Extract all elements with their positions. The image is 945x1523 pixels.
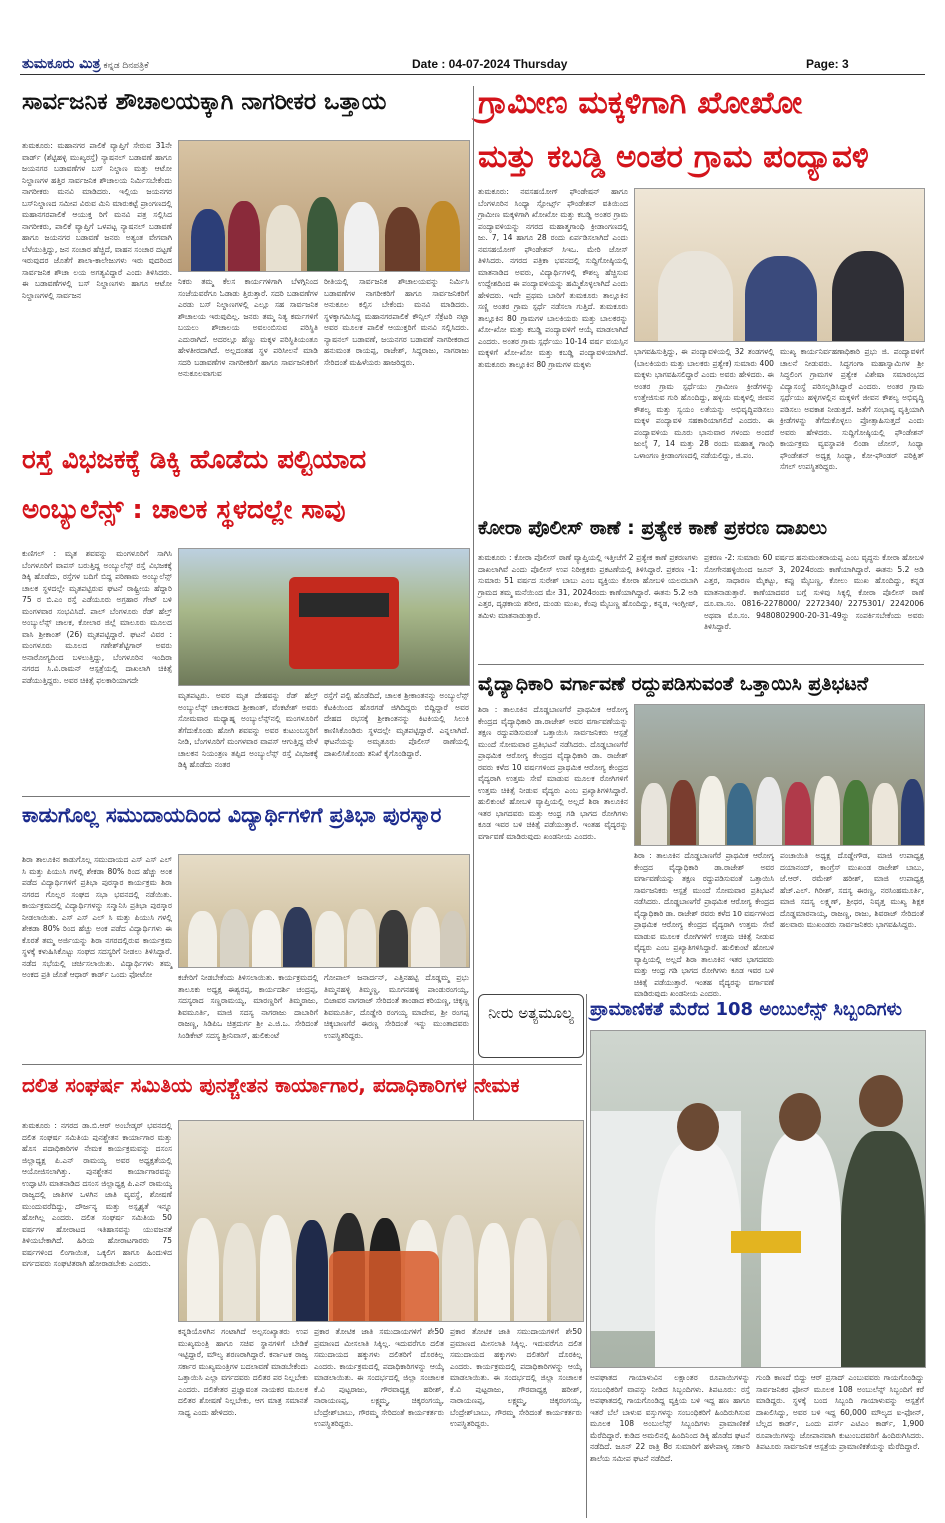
logo-subtitle: ಕನ್ನಡ ದಿನಪತ್ರಿಕೆ bbox=[103, 61, 149, 71]
kora-headline: ಕೋರಾ ಪೊಲೀಸ್ ಠಾಣೆ : ಪ್ರತ್ಯೇಕ ಕಾಣೆ ಪ್ರಕರಣ ದಾಖಲು bbox=[478, 517, 828, 539]
medics-body-col1: ಅಪಘಾತದ ಗಾಯಾಳುವಿನ ಲಕ್ಷಾಂತರ ರೂಪಾಯಿಗಳನ್ನು ಸಂಬಂಧಿಕರಿಗೆ ವಾಪಸ್ಸು ನೀಡಿದ ಸಿಬ್ಬಂದಿಗಳು. ತಿಪಟೂರು: ರಸ್ತೆ ಅಪಘಾತದಲ್ಲಿ ಗಾಯಗೊಂಡಿದ್ದ ವ್ಯಕ್ತಿಯ ಬಳಿ ಇದ್ದ ಹಣ ಹಾಗೂ ಇತರೆ ಬೆಲೆ ಬಾಳುವ ವಸ್ತುಗಳನ್ನು ಸಂಬಂಧಿಕರಿಗೆ ಹಿಂದಿರುಗಿಸುವ ಮೂಲಕ 108 ಅಂಬುಲೆನ್ಸ್ ಸಿಬ್ಬಂದಿಗಳು ಪ್ರಾಮಾಣಿಕತೆ ಮೆರೆದಿದ್ದಾರೆ. ಕುಡಿದ ಅಮಲಿನಲ್ಲಿ ಹಿಂದಿನಿಂದ ಡಿಕ್ಕಿ ಹೊಡೆದ ಘಟನೆ ನಡೆದಿದೆ. ಜೂನ್ 22 ರಾತ್ರಿ 8ರ ಸುಮಾರಿಗೆ ಹಳೇಪಾಳ್ಯ ಸರ್ಕಾರಿ ಶಾಲೆಯ ಸಮೀಪ ಘಟನೆ ನಡೆದಿದೆ. bbox=[590, 1373, 750, 1463]
masthead-divider bbox=[20, 74, 925, 75]
ambulance-headline-line2: ಅಂಬ್ಯುಲೆನ್ಸ್ : ಚಾಲಕ ಸ್ಥಳದಲ್ಲೇ ಸಾವು bbox=[22, 495, 346, 525]
kadugolla-photo bbox=[178, 854, 470, 968]
toilet-headline: ಸಾರ್ವಜನಿಕ ಶೌಚಾಲಯಕ್ಕಾಗಿ ನಾಗರೀಕರ ಒತ್ತಾಯ bbox=[22, 89, 387, 115]
ambulance-body-col2: ಮೃತಪಟ್ಟರು. ಅವರ ಮೃತ ದೇಹವನ್ನು ರೆಡ್ ಹೆಲ್ತ್ ಅಂಬ್ಯುಲೆನ್ಸ್ ಚಾಲಕರಾದ ಶ್ರೀಕಾಂತ್, ವೆಂಕಟೇಶ್ ಅವರು ಸೋಮವಾರ ಮಧ್ಯಾಹ್ನ ಅಂಬ್ಯುಲೆನ್ಸ್‌ನಲ್ಲಿ ಮಂಗಳೂರಿಗೆ ತೆಗೆದುಕೊಂಡು ಹೋಗಿ ಶವವನ್ನು ಅವರ ಕುಟುಂಬಸ್ಥರಿಗೆ ನೀಡಿ, ಬೆಂಗಳೂರಿಗೆ ಮಂಗಳವಾರ ವಾಪಸ್ ಆಗುತ್ತಿದ್ದ ವೇಳೆ ಚಾಲಕನ ನಿಯಂತ್ರಣ ತಪ್ಪಿದ ಅಂಬ್ಯುಲೆನ್ಸ್ ರಸ್ತೆ ವಿಭಜಕಕ್ಕೆ ಡಿಕ್ಕಿ ಹೊಡೆದು ನಂತರ bbox=[178, 691, 318, 769]
column-divider bbox=[473, 86, 474, 1136]
kho-headline-line2: ಮತ್ತು ಕಬಡ್ಡಿ ಅಂತರ ಗ್ರಾಮ ಪಂದ್ಯಾವಳಿ bbox=[478, 139, 869, 175]
kadugolla-headline: ಕಾಡುಗೊಲ್ಲ ಸಮುದಾಯದಿಂದ ವಿದ್ಯಾರ್ಥಿಗಳಿಗೆ ಪ್ರತಿಭಾ ಪುರಸ್ಕಾರ bbox=[22, 803, 442, 827]
section-divider-left bbox=[22, 796, 470, 797]
dalit-body-col1: ತುಮಕೂರು : ನಗರದ ಡಾ.ಬಿ.ಆರ್ ಅಂಬೇಡ್ಕರ್ ಭವನದಲ್ಲಿ ದಲಿತ ಸಂಘರ್ಷ ಸಮಿತಿಯ ಪುನಶ್ಚೇತನ ಕಾರ್ಯಾಗಾರ ಮತ್ತು ಹೊಸ ಪದಾಧಿಕಾರಿಗಳ ನೇಮಕ ಕಾರ್ಯಕ್ರಮವನ್ನು ದಸಂಸ ಜಿಲ್ಲಾಧ್ಯಕ್ಷ ಪಿ.ಎನ್ ರಾಮಯ್ಯ ಅವರ ಅಧ್ಯಕ್ಷತೆಯಲ್ಲಿ ಆಯೋಜಿಸಲಾಗಿತ್ತು. ಪುನಶ್ಚೇತನ ಕಾರ್ಯಾಗಾರವನ್ನು ಉದ್ಘಾಟಿಸಿ ಮಾತನಾಡಿದ ದಸಂಸ ಜಿಲ್ಲಾಧ್ಯಕ್ಷ ಪಿ.ಎನ್ ರಾಮಯ್ಯ ರಾಜ್ಯದಲ್ಲಿ ಜಾತಿಗಳ ಒಳಗಿನ ಜಾತಿ ವ್ಯವಸ್ಥೆ, ಶೋಷಣೆ ಮುಂದುವರೆದಿದ್ದು, ದೌರ್ಜನ್ಯ ಮತ್ತು ಅಸ್ಪೃಶ್ಯತೆ ಇನ್ನೂ ಹೋಗಿಲ್ಲ ಎಂದರು. ದಲಿತ ಸಂಘರ್ಷ ಸಮಿತಿಯ 50 ವರ್ಷಗಳ ಹೋರಾಟದ ಇತಿಹಾಸವನ್ನು ಯುವಜನತೆ ತಿಳಿಯಬೇಕಾಗಿದೆ. ಹಿರಿಯ ಹೋರಾಟಗಾರರು 75 ವರ್ಷಗಳಿಂದ ಲಿಂಗಾಯಿತ, ಒಕ್ಕಲಿಗ ಹಾಗೂ ಹಿಂದುಳಿದ ವರ್ಗದವರು ಸಂಘಟಿತರಾಗಿ ಹೋರಾಡಬೇಕು ಎಂದರು. bbox=[22, 1121, 172, 1268]
ambulance-body-col3: ರಸ್ತೆಗೆ ಪಲ್ಟಿ ಹೊಡೆದಿದೆ, ಚಾಲಕ ಶ್ರೀಕಾಂತನನ್ನು ಅಂಬ್ಯುಲೆನ್ಸ್ ಕೆಟಕಿಯಿಂದ ಹೊರಗಡೆ ಜಿಗಿದಿದ್ದರು ಬಿದ್ದಿದ್ದಾರೆ ಅವರ ದೇಹದ ರಭಸಕ್ಕೆ ಶ್ರೀಕಾಂತನನ್ನು ಕಿಟಕಿಯಲ್ಲಿ ಸಿಲುಕಿ ಕಾಣಿಸಿಕೊಂಡಿರು ಸ್ಥಳದಲ್ಲೇ ಮೃತಪಟ್ಟಿದ್ದಾರೆ. ಎನ್ನಲಾಗಿದೆ. ಘಟನೆಯನ್ನು ಅಮೃತೂರು ಪೊಲೀಸ್ ಠಾಣೆಯಲ್ಲಿ ದಾಖಲಿಸಿಕೊಂಡು ತನಿಖೆ ಕೈಗೊಂಡಿದ್ದಾರೆ. bbox=[324, 691, 469, 758]
kadugolla-body-col1: ಶಿರಾ ತಾಲೂಕಿನ ಕಾಡುಗೊಲ್ಲ ಸಮುದಾಯದ ಎಸ್ ಎಸ್ ಎಲ್ ಸಿ ಮತ್ತು ಪಿಯುಸಿ ಗಳಲ್ಲಿ ಶೇಕಡಾ 80% ರಿಂದ ಹೆಚ್ಚು ಅಂಕ ಪಡೆದ ವಿದ್ಯಾರ್ಥಿಗಳಿಗೆ ಪ್ರತಿಭಾ ಪುರಸ್ಕಾರ ಕಾರ್ಯಕ್ರಮ ಶಿರಾ ನಗರದ ಗೊಲ್ಲರ ಸಂಘದ ಸಭಾ ಭವನದಲ್ಲಿ ನಡೆಯಿತು. ಕಾರ್ಯಕ್ರಮದಲ್ಲಿ ವಿದ್ಯಾರ್ಥಿಗಳನ್ನು ಸನ್ಮಾನಿಸಿ ಪ್ರತಿಭಾ ಪುರಸ್ಕಾರ ನೀಡಲಾಯಿತು. ಎಸ್ ಎಸ್ ಎಲ್ ಸಿ ಮತ್ತು ಪಿಯುಸಿ ಗಳಲ್ಲಿ ಶೇಕಡಾ 80% ರಿಂದ ಹೆಚ್ಚು ಅಂಕ ಪಡೆದ ವಿದ್ಯಾರ್ಥಿಗಳು ಈ ಕೊರತೆ ತಮ್ಮ ಅರ್ಜಿಯನ್ನು ಶಿರಾ ನಗರದಲ್ಲಿರುವ ಕಾರ್ಯಕ್ರಮ ಸ್ಥಳಕ್ಕೆ ಕಳುಹಿಸಿಕೊಟ್ಟು ಸಂಘದ ಸದಸ್ಯರಿಗೆ ನೀಡಲು ತಿಳಿಸಿದ್ದಾರೆ. ನಡೆದ ಸಭೆಯಲ್ಲಿ ಚರ್ಚಿಸಲಾಯಿತು. ವಿದ್ಯಾರ್ಥಿಗಳು ತಮ್ಮ ಅಂಕದ ಪ್ರತಿ ಜೊತೆ ಆಧಾರ್ ಕಾರ್ಡ್ ಒಂದು ಫೋಟೋ bbox=[22, 855, 172, 979]
page-number: Page: 3 bbox=[806, 57, 849, 71]
ambulance-photo bbox=[178, 548, 470, 686]
masthead bbox=[0, 0, 945, 78]
vaidya-body-col2: ಪಂಚಾಯಿತಿ ಅಧ್ಯಕ್ಷ ದೊಡ್ಡೇಗೌಡ, ಮಾಜಿ ಉಪಾಧ್ಯಕ್ಷ ದಯಾನಂದ್, ಕಾಂಗ್ರೆಸ್ ಮುಖಂಡ ರಾಜೇಶ್ ಬಾಬು, ಜೆ.ಆರ್. ರಮೇಶ್ ಹರೀಶ್, ಮಾಜಿ ಉಪಾಧ್ಯಕ್ಷ ಹೆಚ್.ಎಲ್. ಗಿರೀಶ್, ಸದಸ್ಯ ಈರಣ್ಣ, ನರಸಿಂಹಮೂರ್ತಿ, ಮಾಜಿ ಸದಸ್ಯ ಲಕ್ಷ್ಮಣ್, ಶ್ರೀಧರ, ನಿವೃತ್ತ ಮುಖ್ಯ ಶಿಕ್ಷಕ ದೊಡ್ಡಮಾರನಾಯ್ಕ, ರಾಜಣ್ಣ, ರಾಜು, ಶಿವರಾಜ್ ಸೇರಿದಂತೆ ಹಲವಾರು ಮುಖಂಡರು ಸಾರ್ವಜನಿಕರು ಭಾಗವಹಿಸಿದ್ದರು. bbox=[780, 851, 924, 929]
kho-body-col2: ಭಾಗವಹಿಸುತ್ತಿದ್ದು, ಈ ಪಂದ್ಯಾವಳಿಯಲ್ಲಿ 32 ತಂಡಗಳಲ್ಲಿ (ಬಾಲಕಿಯರು ಮತ್ತು ಬಾಲಕರು ಪ್ರತ್ಯೇಕ) ಸುಮಾರು 400 ಮಕ್ಕಳು ಭಾಗವಹಿಸಲಿದ್ದಾರೆ ಎಂದು ಅವರು ಹೇಳಿದರು. ಈ ಅಂತರ ಗ್ರಾಮ ಸ್ಪರ್ಧೆಯು ಗ್ರಾಮೀಣ ಕ್ರೀಡೆಗಳನ್ನು ಉತ್ತೇಜಿಸುವ ಗುರಿ ಹೊಂದಿದ್ದು, ಹಳ್ಳಿಯ ಮಕ್ಕಳಲ್ಲಿ ಜೀವನ ಕೌಶಲ್ಯ ಮತ್ತು ಸ್ವಯಂ ಲತೆಯನ್ನು ಅಭಿವೃದ್ಧಿಪಡಿಸಲು ಮಕ್ಕಳ ಪಂದ್ಯಾವಳಿ ಸಹಕಾರಿಯಾಗಲಿದೆ ಎಂದರು. ಈ ಪಂದ್ಯಾವಳಿಯ ಮೂರು ಭಾನುವಾರ ಗಳಂದು ಅಂದರೆ ಜುಲೈ 7, 14 ಮತ್ತು 28 ರಂದು ಮಹಾತ್ಮ ಗಾಂಧಿ ಒಳಾಂಗಣ ಕ್ರೀಡಾಂಗಣದಲ್ಲಿ ನಡೆಯಲಿದ್ದು, ಜಿ.ಪಂ. bbox=[634, 347, 774, 460]
dalit-body-col2: ಕನ್ನಡಿಯೊಳಗಿನ ಗಂಟಾಗಿದೆ ಅಲ್ಪಸಂಖ್ಯಾತರು ಉಪ ಮುಖ್ಯಮಂತ್ರಿ ಹಾಗೂ ಸಚಿವ ಸ್ಥಾನಗಳಿಗೆ ಬೇಡಿಕೆ ಇಟ್ಟಿದ್ದಾರೆ, ಮೌಲ್ಯ ಶರಣರಾಗಿದ್ದಾರೆ. ಕರ್ನಾಟಕ ರಾಜ್ಯ ಸರ್ಕಾರ ಮುಖ್ಯಮಂತ್ರಿಗಳ ಬದಲಾವಣೆ ಮಾಡಬೇಕೆಂದು ಒತ್ತಾಯಿಸಿ ಎಲ್ಲಾ ವರ್ಗದವರು ದಲಿತರ ಪರ ನಿಲ್ಲಬೇಕು ಎಂದರು. ದಲಿತೇತರ ಪ್ರಜ್ಞಾವಂತ ನಾಯಕರ ಮೂಲಕ ದಲಿತರ ಶೋಷಣೆ ನಿಲ್ಲಬೇಕು, ಆಗ ಮಾತ್ರ ಸಮಾನತೆ ಸಾಧ್ಯ ಎಂದು ಹೇಳಿದರು. bbox=[178, 1327, 308, 1417]
kora-body-col2: ಪ್ರಕರಣ -2: ಸುಮಾರು 60 ವರ್ಷದ ಹನುಮಂತರಾಯಪ್ಪ ಎಂಬ ವೃದ್ಧನು ಕೋರಾ ಹೋಬಳಿ ಸೋಗೇನಹಳ್ಳಿಯಿಂದ ಜೂನ್ 3, 2024ರಂದು ಕಾಣೆಯಾಗಿದ್ದಾರೆ. ಈತನು 5.2 ಅಡಿ ಎತ್ತರ, ಸಾಧಾರಣ ಮೈಕಟ್ಟು, ಕಪ್ಪು ಮೈಬಣ್ಣ, ಕೋಲು ಮುಖ ಹೊಂದಿದ್ದು, ಕನ್ನಡ ಮಾತನಾಡುತ್ತಾರೆ. ಕಾಣೆಯಾದವರ ಬಗ್ಗೆ ಸುಳಿವು ಸಿಕ್ಕಲ್ಲಿ ಕೋರಾ ಪೊಲೀಸ್ ಠಾಣೆ ದೂ.ವಾ.ಸಂ. 0816-2278000/ 2272340/ 2275301/ 2242006 ಅಥವಾ ಮೊ.ಸಂ. 9480802900-20-31-49ನ್ನು ಸಂಪರ್ಕಿಸಬೇಕೆಂದು ಅವರು ತಿಳಿಸಿದ್ದಾರೆ. bbox=[704, 553, 924, 631]
dalit-body-col4: ಪ್ರಕಾರ ತೋಟಿಕ ಜಾತಿ ಸಮುದಾಯಗಳಿಗೆ ಶೇ50 ಪ್ರಮಾಣದ ಮೀಸಲಾತಿ ಸಿಕ್ಕಿಲ್ಲ. ಇದುವರೆಗೂ ದಲಿತ ಸಮುದಾಯದ ಹಕ್ಕುಗಳು ದಲಿತರಿಗೆ ದೊರಕಿಲ್ಲ ಎಂದರು. ಕಾರ್ಯಕ್ರಮದಲ್ಲಿ ಪದಾಧಿಕಾರಿಗಳನ್ನು ಆಯ್ಕೆ ಮಾಡಲಾಯಿತು. ಈ ಸಂದರ್ಭದಲ್ಲಿ ಜಿಲ್ಲಾ ಸಂಚಾಲಕ ಕೆ.ವಿ ಪುಟ್ಟರಾಜು, ಗೌರವಾಧ್ಯಕ್ಷ ಹರೀಶ್, ನಾರಾಯಣಪ್ಪ, ಲಕ್ಷ್ಮಮ್ಮ, ಚಿಕ್ಕರಂಗಯ್ಯ, ಬೆಂದ್ರೇಶ್‌ಬಾಬು, ಗೌರಮ್ಮ ಸೇರಿದಂತೆ ಕಾರ್ಯಕರ್ತರು ಉಪಸ್ಥಿತರಿದ್ದರು. bbox=[450, 1327, 582, 1428]
ambulance-headline-line1: ರಸ್ತೆ ವಿಭಜಕಕ್ಕೆ ಡಿಕ್ಕಿ ಹೊಡೆದು ಪಲ್ಟಿಯಾದ bbox=[22, 445, 367, 475]
kho-headline-line1: ಗ್ರಾಮೀಣ ಮಕ್ಕಳಿಗಾಗಿ ಖೋಖೋ bbox=[478, 85, 803, 121]
medics-headline: ಪ್ರಾಮಾಣಿಕತೆ ಮೆರೆದ 108 ಅಂಬುಲೆನ್ಸ್ ಸಿಬ್ಬಂದಿಗಳು bbox=[590, 999, 902, 1020]
medics-body-col2: ಗುಂಡಿ ಕಾಣದೆ ಬಿದ್ದು ಆರ್ ಪ್ರಸಾದ್ ಎಂಬುವವರು ಗಾಯಗೊಂಡಿದ್ದು ಸಾರ್ವಜನಿಕರ ಫೋನ್ ಮೂಲಕ 108 ಅಂಬುಲೆನ್ಸ್ ಸಿಬ್ಬಂದಿಗೆ ಕರೆ ಮಾಡಿದ್ದರು. ಸ್ಥಳಕ್ಕೆ ಬಂದ ಸಿಬ್ಬಂದಿ ಗಾಯಾಳುವನ್ನು ಆಸ್ಪತ್ರೆಗೆ ದಾಖಲಿಸಿದ್ದು, ಅವರ ಬಳಿ ಇದ್ದ 60,000 ಮೌಲ್ಯದ ಐ-ಫೋನ್, ಬೆಲ್ಲದ ಕಾರ್ಡ್, ಒಂದು ಪರ್ಸ್ ಎಟಿಎಂ ಕಾರ್ಡ್, 1,900 ರೂಪಾಯಿಗಳನ್ನು ಜೋಪಾನವಾಗಿ ಕುಟುಂಬದವರಿಗೆ ಹಿಂದಿರುಗಿಸಿದರು. ತಿಪಟೂರು ಸಾರ್ವಜನಿಕ ಆಸ್ಪತ್ರೆಯ ಪ್ರಾಮಾಣಿಕತೆಯನ್ನು ಮೆರೆದಿದ್ದಾರೆ. bbox=[756, 1373, 924, 1451]
vaidya-body-col2-cont: ಶಿರಾ : ತಾಲೂಕಿನ ದೊಡ್ಡಬಾಣಗೆರೆ ಪ್ರಾಥಮಿಕ ಆರೋಗ್ಯ ಕೇಂದ್ರದ ವೈದ್ಯಾಧಿಕಾರಿ ಡಾ.ರಾಜೇಶ್ ಅವರ ವರ್ಗಾವಣೆಯನ್ನು ತಕ್ಷಣ ರದ್ದುಪಡಿಸುವಂತೆ ಒತ್ತಾಯಿಸಿ ಸಾರ್ವಜನಿಕರು ಆಸ್ಪತ್ರೆ ಮುಂದೆ ಸೋಮವಾರ ಪ್ರತಿಭಟನೆ ನಡೆಸಿದರು. ದೊಡ್ಡಬಾಣಗೆರೆ ಪ್ರಾಥಮಿಕ ಆರೋಗ್ಯ ಕೇಂದ್ರದ ವೈದ್ಯಾಧಿಕಾರಿ ಡಾ. ರಾಜೇಶ್ ರವರು ಕಳೆದ 10 ವರ್ಷಗಳಿಂದ ಪ್ರಾಥಮಿಕ ಆರೋಗ್ಯ ಕೇಂದ್ರದ ವೈದ್ಯರಾಗಿ ಉತ್ತಮ ಸೇವೆ ಮಾಡುವ ಮೂಲಕ ರೋಗಿಗಳಿಗೆ ಉತ್ತಮ ಚಿಕಿತ್ಸೆ ನೀಡುವ ವೈದ್ಯರು ಎಂಬ ಪ್ರಖ್ಯಾತಿಗಳಿಸಿದ್ದಾರೆ. ಹುಲಿಕುಂಟೆ ಹೋಬಳಿ ವ್ಯಾಪ್ತಿಯಲ್ಲಿ ಅಲ್ಲದೆ ಶಿರಾ ತಾಲೂಕಿನ ಇತರ ಭಾಗದವರು ಮತ್ತು ಆಂಧ್ರ ಗಡಿ ಭಾಗದ ರೋಗಿಗಳು ಕೂಡ ಇವರ ಬಳಿ ಚಿಕಿತ್ಸೆ ಪಡೆಯುತ್ತಾರೆ. ಇಂತಹ ವೈದ್ಯರನ್ನು ವರ್ಗಾವಣೆ ಮಾಡಿರುವುದು ಖಂಡನೀಯ ಎಂದರು. bbox=[634, 851, 774, 998]
column-divider-bottom bbox=[586, 994, 587, 1518]
toilet-body-col2: ನಿಕರು ತಮ್ಮ ಕೆಲಸ ಕಾರ್ಯಗಳಿಗಾಗಿ ಬೆಳಗ್ಗಿನಿಂದ ಸಂಜೆಯವರೆಗೂ ಓಡಾಡು ತ್ತಿರುತ್ತಾರೆ. ಸದರಿ ಬಡಾವಣೆಗಳ ಎರಡು ಬಸ್ ನಿಲ್ದಾಣಗಳಲ್ಲಿ ಎಲ್ಲೂ ಸಹ ಸಾರ್ವಜನಿಕ ಶೌಚಾಲಯ ಇರುವುದಿಲ್ಲ. ಜನರು ತಮ್ಮ ನಿತ್ಯ ಕರ್ಮಗಳಿಗೆ ಬಯಲು ಶೌಚಾಲಯ ಅವಲಂಬಿಸುವ ಪರಿಸ್ಥಿತಿ ಎದುರಾಗಿದೆ. ಅದರಲ್ಲೂ ಹೆಣ್ಣು ಮಕ್ಕಳ ಪರಿಸ್ಥಿತಿಯಂತೂ ಹೇಳತೀರದಾಗಿದೆ. ಅಲ್ಲದಂತಹ ಸ್ಥಳ ಪರಿಸೀಲನೆ ಮಾಡಿ ಸದರಿ ಬಡಾವಣೆಗಳ ನಾಗರೀಕರಿಗೆ ಹಾಗೂ ಸಾರ್ವಜನಿಕರಿಗೆ ಅನುಕೂಲವಾಗುವ bbox=[178, 277, 318, 378]
toilet-body-col3: ರೀತಿಯಲ್ಲಿ ಸಾರ್ವಜನಿಕ ಶೌಚಾಲಯವನ್ನು ನಿರ್ಮಿಸಿ ಬಡಾವಣೆಗಳ ನಾಗರೀಕರಿಗೆ ಹಾಗೂ ಸಾರ್ವಜನಿಕರಿಗೆ ಅನುಕೂಲ ಕಲ್ಪಿಸ ಬೇಕೆಂದು ಮನವಿ ಮಾಡಿದರು. ಸ್ಥಳಕ್ಕಾಗಮಿಸಿದ್ದ ಮಹಾನಗರಪಾಲಿಕೆ ಕೌನ್ಸಿಲ್ ಸೆಕ್ರೆಟರಿ ನಟ್ಟಾ ಅವರ ಮೂಲಕ ಪಾಲಿಕೆ ಆಯುಕ್ತರಿಗೆ ಮನವಿ ಸಲ್ಲಿಸಿದರು. ನ್ಯಾಷನಲ್ ಬಡಾವಣೆ, ಜಯನಗರ ಬಡಾವಣೆ ನಾಗರೀಕರಾದ ಹನುಮಂತ ರಾಯಪ್ಪ, ರಾಜೇಶ್, ಸಿದ್ದರಾಜು, ನಾಗರಾಜು ಸೇರಿದಂತೆ ಮಹಿಳೆಯರು ಹಾಜರಿದ್ದರು. bbox=[324, 277, 469, 367]
water-precious-box: ನೀರು ಅತ್ಯಮೂಲ್ಯ bbox=[478, 994, 584, 1058]
toilet-body-col1: ತುಮಕೂರು: ಮಹಾನಗರ ಪಾಲಿಕೆ ವ್ಯಾಪ್ತಿಗೆ ಸೇರುವ 31ನೇ ವಾರ್ಡ್ (ಶೆಟ್ಟಿಹಳ್ಳಿ ಮುಖ್ಯರಸ್ತೆ) ನ್ಯಾಷನಲ್ ಬಡಾವಣೆ ಹಾಗೂ ಜಯನಗರ ಬಡಾವಣೆಗಳ ಬಸ್ ನಿಲ್ದಾಣ ಮತ್ತು ಆಟೋ ನಿಲ್ದಾಣಗಳ ಹತ್ತಿರ ಸಾರ್ವಜನಿಕ ಶೌಚಾಲಯ ನಿರ್ಮಿಸಬೇಕೆಂದು ನಾಗರೀಕರು ಮನವಿ ಮಾಡಿದರು. ಇಲ್ಲಿಯ ಜಯನಗರ ಬಸ್‌ನಿಲ್ದಾಣದ ಸಮೀಪ ವಿರುವ ಮಿನಿ ಮಾರುಕಟ್ಟೆ ಪ್ರಾಂಗಣದಲ್ಲಿ ಮಹಾನಗರಪಾಲಿಕೆ ಆಯುಕ್ತ ರಿಗೆ ಮನವಿ ಪತ್ರ ಸಲ್ಲಿಸಿದ ನಾಗರೀಕರು, ಪಾಲಿಕೆ ವ್ಯಾಪ್ತಿಗೆ ಒಳಪಟ್ಟ ನ್ಯಾಷನಲ್ ಬಡಾವಣೆ ಹಾಗೂ ಜಯನಗರ ಬಡಾವಣೆ ಜನರು ಅತ್ಯಂತ ವೇಗವಾಗಿ ಬೆಳೆಯುತ್ತಿದ್ದು, ಜನ ಸಂಚಾರ ಹೆಚ್ಚಿದೆ, ವಾಹನ ಸಂಚಾರ ದಟ್ಟಣೆ ಇರುವುದರ ಜೊತೆಗೆ ಶಾಲಾ-ಕಾಲೇಜುಗಳು ಇರು ವುದರಿಂದ ಸಾರ್ವಜನಿಕ ಶೌಚಾ ಲಯ ಅಗತ್ಯವಿದ್ದಾರೆ ಎಂದು ತಿಳಿಸಿದರು. ಈ ಬಡಾವಣೆಗಳಲ್ಲಿ ಬಸ್ ನಿಲ್ದಾಣಗಳು ಹಾಗೂ ಆಟೋ ನಿಲ್ದಾಣಗಳಲ್ಲಿ ಸಾರ್ವಜನ bbox=[22, 141, 172, 300]
medics-photo bbox=[590, 1030, 926, 1368]
vaidya-body-col1: ಶಿರಾ : ತಾಲೂಕಿನ ದೊಡ್ಡಬಾಣಗೆರೆ ಪ್ರಾಥಮಿಕ ಆರೋಗ್ಯ ಕೇಂದ್ರದ ವೈದ್ಯಾಧಿಕಾರಿ ಡಾ.ರಾಜೇಶ್ ಅವರ ವರ್ಗಾವಣೆಯನ್ನು ತಕ್ಷಣ ರದ್ದುಪಡಿಸುವಂತೆ ಒತ್ತಾಯಿಸಿ ಸಾರ್ವಜನಿಕರು ಆಸ್ಪತ್ರೆ ಮುಂದೆ ಸೋಮವಾರ ಪ್ರತಿಭಟನೆ ನಡೆಸಿದರು. ದೊಡ್ಡಬಾಣಗೆರೆ ಪ್ರಾಥಮಿಕ ಆರೋಗ್ಯ ಕೇಂದ್ರದ ವೈದ್ಯಾಧಿಕಾರಿ ಡಾ. ರಾಜೇಶ್ ರವರು ಕಳೆದ 10 ವರ್ಷಗಳಿಂದ ಪ್ರಾಥಮಿಕ ಆರೋಗ್ಯ ಕೇಂದ್ರದ ವೈದ್ಯರಾಗಿ ಉತ್ತಮ ಸೇವೆ ಮಾಡುವ ಮೂಲಕ ರೋಗಿಗಳಿಗೆ ಉತ್ತಮ ಚಿಕಿತ್ಸೆ ನೀಡುವ ವೈದ್ಯರು ಎಂಬ ಪ್ರಖ್ಯಾತಿಗಳಿಸಿದ್ದಾರೆ. ಹುಲಿಕುಂಟೆ ಹೋಬಳಿ ವ್ಯಾಪ್ತಿಯಲ್ಲಿ ಅಲ್ಲದೆ ಶಿರಾ ತಾಲೂಕಿನ ಇತರ ಭಾಗದವರು ಮತ್ತು ಆಂಧ್ರ ಗಡಿ ಭಾಗದ ರೋಗಿಗಳು ಕೂಡ ಇವರ ಬಳಿ ಚಿಕಿತ್ಸೆ ಪಡೆಯುತ್ತಾರೆ. ಇಂತಹ ವೈದ್ಯರನ್ನು ವರ್ಗಾವಣೆ ಮಾಡಿರುವುದು ಖಂಡನೀಯ ಎಂದರು. bbox=[478, 705, 628, 841]
vaidya-headline: ವೈದ್ಯಾಧಿಕಾರಿ ವರ್ಗಾವಣೆ ರದ್ದುಪಡಿಸುವಂತೆ ಒತ್ತಾಯಿಸಿ ಪ್ರತಿಭಟನೆ bbox=[478, 673, 869, 695]
dalit-headline: ದಲಿತ ಸಂಘರ್ಷ ಸಮಿತಿಯ ಪುನಶ್ಚೇತನ ಕಾರ್ಯಾಗಾರ, ಪದಾಧಿಕಾರಿಗಳ ನೇಮಕ bbox=[22, 1073, 520, 1097]
kho-body-col3: ಮುಖ್ಯ ಕಾರ್ಯನಿರ್ವಹಣಾಧಿಕಾರಿ ಪ್ರಭು ಜಿ. ಪಂದ್ಯಾವಳಿಗೆ ಚಾಲನೆ ನೀಡುವರು. ಸಿದ್ಧಗಂಗಾ ಮಹಾಸ್ವಾಮಿಗಳ ಶ್ರೀ ಸಿದ್ಧಲಿಂಗ ಗ್ರಾಮಗಳ ಪ್ರತ್ಯೇಕ ವಿಶೇಷಾ ಸಮಾರಂಭದ ವಿದ್ಯಾಸಂಸ್ಥೆ ಪರಿಸಲ್ಪಡಿಸಿದ್ದಾರೆ ಎಂದರು. ಅಂತರ ಗ್ರಾಮ ಸ್ಪರ್ಧೆಯು ಹಳ್ಳಿಗಳಲ್ಲಿನ ಮಕ್ಕಳಿಗೆ ಜೀವನ ಕೌಶಲ್ಯ ಅಭಿವೃದ್ಧಿ ಪಡಿಸಲು ಅವಕಾಶ ನೀಡುತ್ತದೆ. ಜತೆಗೆ ಸಂಭಾವ್ಯ ವೃತ್ತಿಯಾಗಿ ಕ್ರೀಡೆಗಳನ್ನು ತೆಗೆದುಕೊಳ್ಳಲು ಪ್ರೋತ್ಸಾಹಿಸುತ್ತದೆ ಎಂದು ಅವರು ಹೇಳಿದರು. ಸುದ್ದಿಗೋಷ್ಠಿಯಲ್ಲಿ ಫೌಂಡೇಶನ್ ಕಾರ್ಯಕ್ರಮ ವ್ಯವಸ್ಥಾಪಕಿ ಲಿಂಡಾ ಜೋಸ್, ಸಿಂಧ್ಯಾ ಫೌಂಡೇಶನ್ ಅಧ್ಯಕ್ಷ ಸಿಂಧ್ಯಾ, ಕೋ-ಫೌಂಡರ್ ಪರಿಕ್ಷಿತ್ ಸೆಗಲ್ ಉಪಸ್ಥಿತರಿದ್ದರು. bbox=[780, 347, 924, 471]
kadugolla-body-col3: ಗೋಪಾಲ್ ಜನಾರ್ದನ್, ಎತ್ತಿನಹಟ್ಟಿ ದೊಡ್ಡಮ್ಮ ಪ್ರಭು ತಿಮ್ಮನಹಳ್ಳಿ ತಿಮ್ಮಣ್ಣ, ಮೂಗನಹಳ್ಳಿ ಪಾಂಡುರಂಗಯ್ಯ, ಬಿಜಾವರ ನಾಗರಾಜ್ ಸೇರಿದಂತೆ ತಾಂಡಾದ ಕರಿಯಣ್ಣ, ಚಿಕ್ಕಣ್ಣ ಶಿವಮೂರ್ತಿ, ದೊಡ್ಡೇರಿ ರಂಗಯ್ಯ ಮಾದೇವ, ಶ್ರೀ ರಂಗಪ್ಪ ಚಿಕ್ಕಬಾಣಗೆರೆ ಈರಣ್ಣ ಸೇರಿದಂತೆ ಇನ್ನು ಮುಂತಾದವರು ಉಪಸ್ಥಿತರಿದ್ದರು. bbox=[324, 973, 469, 1040]
newspaper-logo bbox=[22, 56, 149, 72]
section-divider-bottom bbox=[22, 1064, 582, 1065]
kora-body-col1: ತುಮಕೂರು : ಕೋರಾ ಪೊಲೀಸ್ ಠಾಣೆ ವ್ಯಾಪ್ತಿಯಲ್ಲಿ ಇತ್ತೀಚೆಗೆ 2 ಪ್ರತ್ಯೇಕ ಕಾಣೆ ಪ್ರಕರಣಗಳು ದಾಖಲಾಗಿವೆ ಎಂದು ಪೊಲೀಸ್ ಉಪ ನಿರೀಕ್ಷಕರು ಪ್ರಕಟಣೆಯಲ್ಲಿ ತಿಳಿಸಿದ್ದಾರೆ. ಪ್ರಕರಣ -1: ಸುಮಾರು 51 ವರ್ಷದ ಸುರೇಶ್ ಬಾಬು ಎಂಬ ವ್ಯಕ್ತಿಯು ಕೋರಾ ಹೋಬಳಿ ಯಲದಬಾಗಿ ಗ್ರಾಮದ ತಮ್ಮ ಮನೆಯಿಂದ ಮೇ 31, 2024ರಂದು ಕಾಣೆಯಾಗಿದ್ದಾರೆ. ಈತನು 5.2 ಅಡಿ ಎತ್ತರ, ದೃಢಕಾಯ ಶರೀರ, ದುಂಡು ಮುಖ, ಕೆಂಪು ಮೈಬಣ್ಣ ಹೊಂದಿದ್ದು, ಕನ್ನಡ, ಇಂಗ್ಲೀಷ್, ತಮಿಳು ಮಾತನಾಡುತ್ತಾರೆ. bbox=[478, 553, 698, 620]
kadugolla-body-col2: ಕಚೇರಿಗೆ ನೀಡಬೇಕೆಂದು ತಿಳಿಸಲಾಯಿತು. ಕಾರ್ಯಕ್ರಮದಲ್ಲಿ ತಾಲೂಕು ಅಧ್ಯಕ್ಷ ಈಶ್ವರಪ್ಪ, ಕಾರ್ಯದರ್ಶಿ ಚಂದ್ರಪ್ಪ, ಸದಸ್ಯರಾದ ಸಣ್ಣರಾಮಯ್ಯ, ಮಾರಣ್ಣರಿಗೆ ತಿಮ್ಮರಾಜು, ಶಿವಮೂರ್ತಿ, ಮಾಜಿ ಸದಸ್ಯ ನಾಗರಾಜು ದಾಬಾರಿಗೆ ರಾಜಣ್ಣ, ಸಿಡಿಪಿಒ ಚಿತ್ರದುರ್ಗ ಶ್ರೀ ಎ.ಜಿ.ಒ. ಸೇರಿದಂತೆ ಸಿಂಡಿಕೇಟ್ ಸದಸ್ಯ ಶ್ರೀನಿವಾಸ್, ಹುಲಿಕುಂಟೆ bbox=[178, 973, 318, 1040]
ambulance-body-col1: ಕುಣಿಗಲ್ : ಮೃತ ಶವವನ್ನು ಮಂಗಳೂರಿಗೆ ಸಾಗಿಸಿ ಬೆಂಗಳೂರಿಗೆ ವಾಪಸ್ ಬರುತ್ತಿದ್ದ ಅಂಬ್ಯುಲೆನ್ಸ್ ರಸ್ತೆ ವಿಭಜಕಕ್ಕೆ ಡಿಕ್ಕಿ ಹೊಡೆದು, ರಸ್ತೆಗಳ ಬದಿಗೆ ಬಿದ್ದ ಪರಿಣಾಮ ಅಂಬ್ಯುಲೆನ್ಸ್ ಚಾಲಕ ಸ್ಥಳದಲ್ಲೇ ಮೃತಪಟ್ಟಿರುವ ಘಟನೆ ರಾಷ್ಟ್ರೀಯ ಹೆದ್ದಾರಿ 75 ರ ಬಿ.ಎಂ ರಸ್ತೆ ಎಡೆಯೂರು ಅಗ್ರಹಾರ ಗೇಟ್ ಬಳಿ ಮಂಗಳವಾರ ಸಂಭವಿಸಿದೆ. ಪಾಲ್ ಬೆಂಗಳೂರು ರೆಡ್ ಹೆಲ್ತ್ ಅಂಬ್ಯುಲೆನ್ಸ್ ಚಾಲಕ, ಕೋಲಾರ ಜಿಲ್ಲೆ ಮಾಲೂರು ಮೂಲದ ವಾಸಿ ಶ್ರೀಕಾಂತ್ (26) ಮೃತಪಟ್ಟಿದ್ದಾರೆ. ಘಟನೆ ವಿವರ : ಮಂಗಳೂರು ಮೂಲದ ಗಣೇಶ್‌ಶೆಟ್ಟಿಗಾರ್ ಅವರು ಅನಾರೋಗ್ಯದಿಂದ ಬಳಲುತ್ತಿದ್ದು, ಬೆಂಗಳೂರಿನ ಇಂದಿರಾ ನಗರದ ಸಿ.ವಿ.ರಾಮನ್ ಆಸ್ಪತ್ರೆಯಲ್ಲಿ ದಾಖಲಾಗಿ ಚಿಕಿತ್ಸೆ ಪಡೆಯುತ್ತಿದ್ದರು. ಅವರ ಚಿಕಿತ್ಸೆ ಫಲಕಾರಿಯಾಗದೇ bbox=[22, 549, 172, 685]
section-divider bbox=[478, 664, 924, 665]
logo-text: ತುಮಕೂರು ಮಿತ್ರ bbox=[22, 56, 101, 72]
kho-body-col1: ತುಮಕೂರು: ನವಸಹಯೋಗ್ ಫೌಂಡೇಷನ್ ಹಾಗೂ ಬೆಂಗಳೂರಿನ ಸಿಂಧ್ಯಾ ಸ್ಪೋರ್ಟ್ಸ್ ಫೌಂಡೇಶನ್ ವತಿಯಿಂದ ಗ್ರಾಮೀಣ ಮಕ್ಕಳಿಗಾಗಿ ಖೋಖೋ ಮತ್ತು ಕಬಡ್ಡಿ ಅಂತರ ಗ್ರಾಮ ಪಂದ್ಯಾವಳಿಯನ್ನು ನಗರದ ಮಹಾತ್ಮಗಾಂಧಿ ಕ್ರೀಡಾಂಗಣದಲ್ಲಿ ಜು. 7, 14 ಹಾಗೂ 28 ರಂದು ಏರ್ಪಡಿಸಲಾಗಿದೆ ಎಂದು ನವಸಹಯೋಗ್ ಫೌಂಡೇಶನ್ ಸಿಇಒ. ಮೇರಿ ಜೋಸ್ ತಿಳಿಸಿದರು. ನಗರದ ಪತ್ರಿಕಾ ಭವನದಲ್ಲಿ ಸುದ್ದಿಗೋಷ್ಠಿಯಲ್ಲಿ ಮಾತನಾಡಿದ ಅವರು, ವಿದ್ಯಾರ್ಥಿಗಳಲ್ಲಿ ಕೌಶಲ್ಯ ಹೆಚ್ಚಿಸುವ ಉದ್ದೇಶದಿಂದ ಈ ಪಂದ್ಯಾವಳಿಯನ್ನು ಹಮ್ಮಿಕೊಳ್ಳಲಾಗಿದೆ ಎಂದು ಹೇಳಿದರು. ಇದೇ ಪ್ರಥಮ ಬಾರಿಗೆ ತುಮಕೂರು ತಾಲ್ಲೂಕಿನ ಸಣ್ಣಿ ಅಂತರ ಗ್ರಾಮ ಸ್ಪರ್ಧೆ ನಡೆಸಲಾ ಗುತ್ತಿದೆ. ತುಮಕೂರು ತಾಲ್ಲೂಕಿನ 80 ಗ್ರಾಮಗಳ ಬಾಲಕಿಯರು ಮತ್ತು ಬಾಲಕರನ್ನು ಖೋ-ಖೋ ಮತ್ತು ಕಬಡ್ಡಿ ಪಂದ್ಯಾವಳಿಗೆ ಆಯ್ಕೆ ಮಾಡಲಾಗಿದೆ ಎಂದರು. ಅಂತರ ಗ್ರಾಮ ಸ್ಪರ್ಧೆಯು 10-14 ವರ್ಷ ವಯಸ್ಸಿನ ಮಕ್ಕಳಿಗೆ ಖೋ-ಖೋ ಮತ್ತು ಕಬಡ್ಡಿ ಪಂದ್ಯಾವಳಿಯಾಗಿದೆ. ತುಮಕೂರು ತಾಲ್ಲೂಕಿನ 80 ಗ್ರಾಮಗಳ ಮಕ್ಕಳು bbox=[478, 187, 628, 369]
kho-photo bbox=[634, 188, 925, 342]
toilet-photo bbox=[178, 140, 470, 272]
dalit-photo bbox=[178, 1120, 584, 1322]
dalit-body-col3: ಪ್ರಕಾರ ತೋಟಿಕ ಜಾತಿ ಸಮುದಾಯಗಳಿಗೆ ಶೇ50 ಪ್ರಮಾಣದ ಮೀಸಲಾತಿ ಸಿಕ್ಕಿಲ್ಲ. ಇದುವರೆಗೂ ದಲಿತ ಸಮುದಾಯದ ಹಕ್ಕುಗಳು ದಲಿತರಿಗೆ ದೊರಕಿಲ್ಲ ಎಂದರು. ಕಾರ್ಯಕ್ರಮದಲ್ಲಿ ಪದಾಧಿಕಾರಿಗಳನ್ನು ಆಯ್ಕೆ ಮಾಡಲಾಯಿತು. ಈ ಸಂದರ್ಭದಲ್ಲಿ ಜಿಲ್ಲಾ ಸಂಚಾಲಕ ಕೆ.ವಿ ಪುಟ್ಟರಾಜು, ಗೌರವಾಧ್ಯಕ್ಷ ಹರೀಶ್, ನಾರಾಯಣಪ್ಪ, ಲಕ್ಷ್ಮಮ್ಮ, ಚಿಕ್ಕರಂಗಯ್ಯ, ಬೆಂದ್ರೇಶ್‌ಬಾಬು, ಗೌರಮ್ಮ ಸೇರಿದಂತೆ ಕಾರ್ಯಕರ್ತರು ಉಪಸ್ಥಿತರಿದ್ದರು. bbox=[314, 1327, 444, 1428]
vaidya-protest-photo bbox=[634, 704, 925, 846]
issue-date: Date : 04-07-2024 Thursday bbox=[412, 57, 568, 71]
